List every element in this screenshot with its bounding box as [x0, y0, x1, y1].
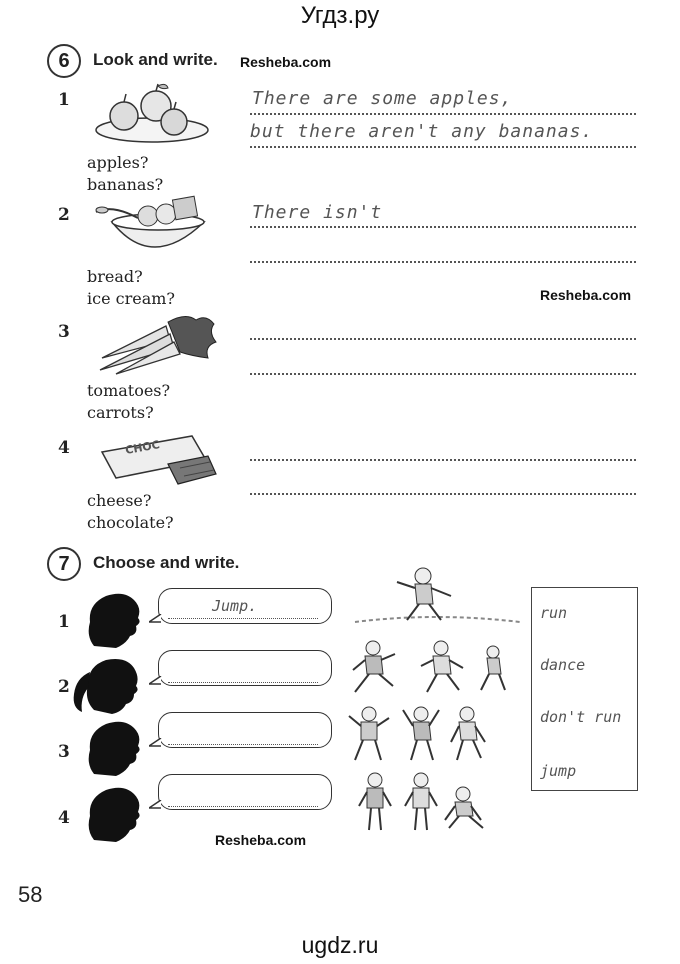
exercise-6-title: Look and write. — [93, 50, 218, 69]
question-word: cheese? — [87, 491, 152, 510]
boy-silhouette-icon — [80, 718, 146, 780]
option-word: jump — [540, 762, 577, 780]
boy-silhouette-icon — [80, 590, 146, 652]
written-answer: but there aren't any bananas. — [250, 121, 594, 142]
question-word: tomatoes? — [87, 381, 171, 400]
chocolate-bar-icon — [96, 430, 220, 492]
option-word: don't run — [540, 708, 622, 726]
answer-line[interactable] — [250, 226, 636, 228]
option-word: dance — [540, 656, 586, 674]
speech-bubble — [158, 774, 332, 810]
bubble-tail-icon — [149, 800, 163, 812]
bubble-answer: Jump. — [212, 597, 258, 615]
children-standing-icon — [345, 768, 525, 838]
item-number: 4 — [58, 808, 70, 828]
question-word: bananas? — [87, 175, 164, 194]
page-number: 58 — [18, 882, 43, 907]
exercise-number-6: 6 — [47, 44, 81, 78]
item-number: 3 — [58, 322, 70, 342]
watermark: Resheba.com — [240, 54, 332, 70]
answer-line[interactable] — [250, 459, 636, 461]
answer-line[interactable] — [250, 113, 636, 115]
question-word: ice cream? — [87, 289, 175, 308]
exercise-7-title: Choose and write. — [93, 553, 240, 572]
watermark: Resheba.com — [215, 832, 307, 848]
bubble-answer-line[interactable] — [168, 682, 318, 683]
item-number: 1 — [58, 612, 70, 632]
bubble-tail-icon — [149, 738, 163, 750]
exercise-number-7: 7 — [47, 547, 81, 581]
bubble-tail-icon — [149, 676, 163, 688]
item-number: 1 — [58, 90, 70, 110]
site-header: Угдз.ру — [300, 2, 380, 29]
bubble-answer-line[interactable] — [168, 806, 318, 807]
children-jumping-icon — [345, 562, 525, 634]
written-answer: There are some apples, — [252, 88, 513, 109]
boy-silhouette-icon — [80, 784, 146, 846]
question-word: carrots? — [87, 403, 154, 422]
site-footer: ugdz.ru — [301, 932, 379, 958]
written-answer: There isn't — [252, 202, 383, 223]
item-number: 2 — [58, 677, 70, 697]
item-number: 2 — [58, 205, 70, 225]
answer-line[interactable] — [250, 338, 636, 340]
children-running-icon — [345, 636, 525, 702]
children-dancing-icon — [345, 702, 525, 768]
question-word: apples? — [87, 153, 149, 172]
speech-bubble — [158, 650, 332, 686]
answer-line[interactable] — [250, 493, 636, 495]
girl-silhouette-icon — [70, 654, 146, 716]
apples-plate-icon — [92, 82, 212, 146]
svg-text:CHOC: CHOC — [124, 438, 161, 457]
question-word: bread? — [87, 267, 143, 286]
answer-line[interactable] — [250, 261, 636, 263]
speech-bubble — [158, 712, 332, 748]
bubble-tail-icon — [149, 614, 163, 626]
watermark: Resheba.com — [540, 287, 632, 303]
item-number: 3 — [58, 742, 70, 762]
item-number: 4 — [58, 438, 70, 458]
bubble-answer-line[interactable] — [168, 744, 318, 745]
bubble-answer-line[interactable] — [168, 618, 318, 619]
question-word: chocolate? — [87, 513, 174, 532]
option-word: run — [540, 604, 568, 622]
ice-cream-bowl-icon — [92, 192, 214, 262]
answer-line[interactable] — [250, 373, 636, 375]
answer-line[interactable] — [250, 146, 636, 148]
carrots-icon — [96, 312, 220, 376]
